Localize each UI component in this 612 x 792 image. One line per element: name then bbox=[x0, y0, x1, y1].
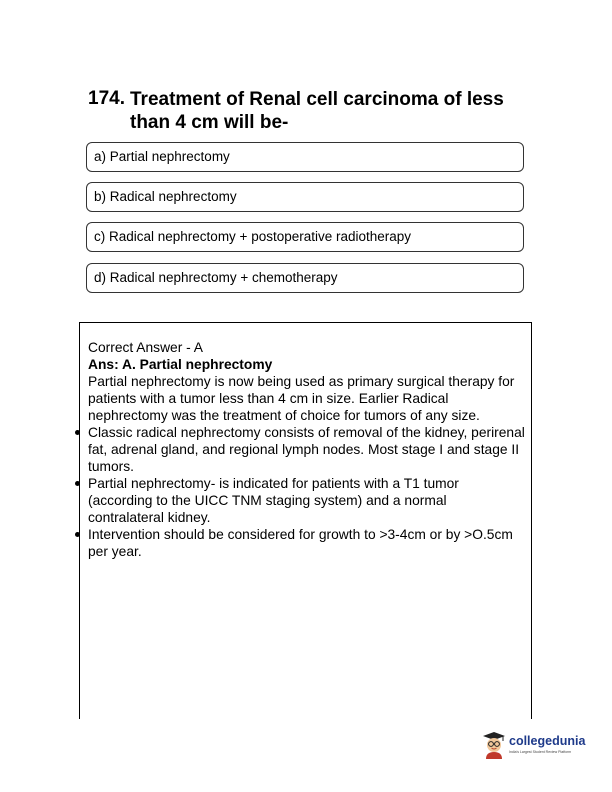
answer-intro: Partial nephrectomy is now being used as primary surgical therapy for patients with a tumor less than 4 cm in size. Earlier Radical nephrectomy was the treatment of choice for tumors of any size. bbox=[88, 374, 515, 423]
question-text: Treatment of Renal cell carcinoma of less than 4 cm will be- bbox=[130, 89, 504, 133]
answer-bullet-list bbox=[88, 424, 526, 560]
answer-bullet-item bbox=[88, 475, 526, 526]
answer-content bbox=[88, 339, 526, 560]
brand-tagline: India's Largest Student Review Platform bbox=[509, 750, 572, 754]
collegedunia-logo bbox=[482, 731, 586, 761]
bullet-icon bbox=[75, 532, 80, 537]
option-a[interactable]: a) Partial nephrectomy bbox=[86, 142, 524, 172]
option-d[interactable]: d) Radical nephrectomy + chemotherapy bbox=[86, 263, 524, 293]
correct-answer: Correct Answer - A bbox=[88, 340, 204, 355]
answer-bullet-text: Partial nephrectomy- is indicated for patients with a T1 tumor (according to the UICC TNM staging system) and a normal contralateral kidney. bbox=[88, 476, 459, 525]
option-c[interactable]: c) Radical nephrectomy + postoperative radiotherapy bbox=[86, 222, 524, 252]
brand-name: collegedunia bbox=[509, 734, 586, 748]
question-number: 174. bbox=[88, 88, 125, 109]
answer-bullet-item bbox=[88, 526, 526, 560]
option-b[interactable]: b) Radical nephrectomy bbox=[86, 182, 524, 212]
student-mascot-icon bbox=[482, 731, 506, 759]
answer-bullet-item bbox=[88, 424, 526, 475]
bullet-icon bbox=[75, 481, 80, 486]
bullet-icon bbox=[75, 430, 80, 435]
answer-bullet-text: Intervention should be considered for growth to >3-4cm or by >O.5cm per year. bbox=[88, 527, 513, 559]
answer-bullet-text: Classic radical nephrectomy consists of removal of the kidney, perirenal fat, adrenal gland, and regional lymph nodes. Most stage I and stage II tumors. bbox=[88, 425, 525, 474]
answer-heading: Ans: A. Partial nephrectomy bbox=[88, 357, 273, 372]
answer-explanation-box bbox=[79, 322, 532, 719]
